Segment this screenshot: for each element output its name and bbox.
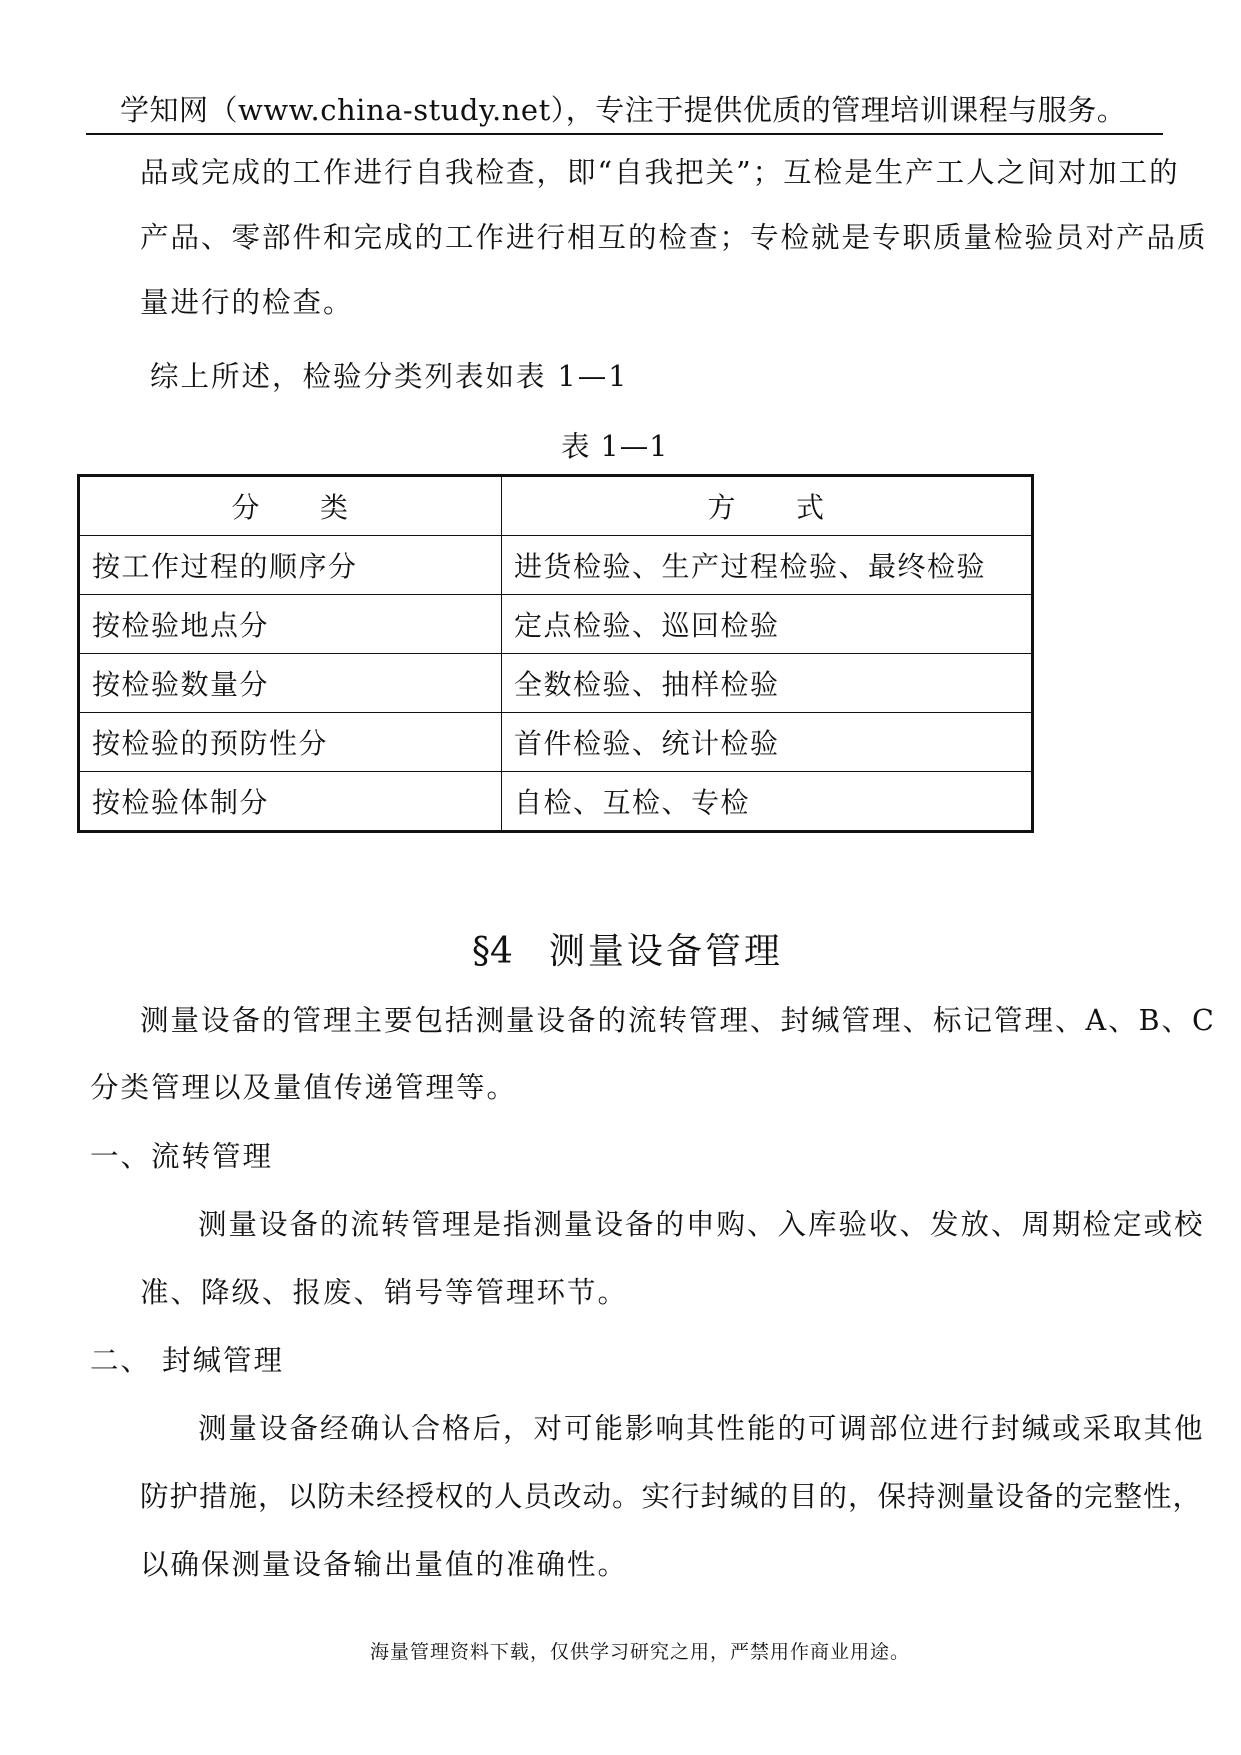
table-header-row bbox=[79, 476, 1033, 536]
table-row bbox=[79, 595, 1033, 654]
section-intro-line-2: 分类管理以及量值传递管理等。 bbox=[90, 1071, 518, 1104]
table-caption: 表 1—1 bbox=[561, 430, 669, 463]
summary-line: 综上所述，检验分类列表如表 1—1 bbox=[150, 360, 629, 393]
sub2-line-3: 以确保测量设备输出量值的准确性。 bbox=[140, 1548, 629, 1581]
table-row bbox=[79, 536, 1033, 595]
intro-line-3: 量进行的检查。 bbox=[140, 286, 354, 319]
sub2-line-1: 测量设备经确认合格后，对可能影响其性能的可调部位进行封缄或采取其他 bbox=[198, 1412, 1205, 1445]
table-row bbox=[79, 713, 1033, 772]
section-intro-line-1: 测量设备的管理主要包括测量设备的流转管理、封缄管理、标记管理、A、B、C bbox=[140, 1004, 1216, 1037]
page-footer: 海量管理资料下载，仅供学习研究之用，严禁用作商业用途。 bbox=[370, 1641, 911, 1663]
sub1-line-2: 准、降级、报废、销号等管理环节。 bbox=[140, 1276, 629, 1309]
table-header-category: 分 类 bbox=[79, 476, 502, 536]
header-divider bbox=[86, 133, 1163, 135]
section-number: §4 bbox=[472, 931, 513, 972]
table-row bbox=[79, 772, 1033, 832]
table-cell-category: 按检验的预防性分 bbox=[79, 713, 502, 772]
section-title-text: 测量设备管理 bbox=[548, 931, 783, 972]
table-header-method: 方 式 bbox=[502, 476, 1033, 536]
table-cell-category: 按检验地点分 bbox=[79, 595, 502, 654]
table-cell-category: 按检验数量分 bbox=[79, 654, 502, 713]
subsection-heading-2: 二、 封缄管理 bbox=[90, 1344, 285, 1377]
section-title bbox=[472, 923, 783, 974]
table-cell-method: 首件检验、统计检验 bbox=[502, 713, 1033, 772]
sub1-line-1: 测量设备的流转管理是指测量设备的申购、入库验收、发放、周期检定或校 bbox=[198, 1208, 1205, 1241]
table-cell-method: 定点检验、巡回检验 bbox=[502, 595, 1033, 654]
classification-table bbox=[77, 474, 1034, 833]
page-header: 学知网（www.china-study.net），专注于提供优质的管理培训课程与服务。 bbox=[120, 93, 1127, 127]
table-row bbox=[79, 654, 1033, 713]
table-cell-method: 自检、互检、专检 bbox=[502, 772, 1033, 832]
table-cell-method: 全数检验、抽样检验 bbox=[502, 654, 1033, 713]
intro-line-1: 品或完成的工作进行自我检查，即“自我把关”；互检是生产工人之间对加工的 bbox=[140, 156, 1180, 189]
intro-line-2: 产品、零部件和完成的工作进行相互的检查；专检就是专职质量检验员对产品质 bbox=[140, 221, 1208, 254]
subsection-heading-1: 一、流转管理 bbox=[90, 1140, 274, 1173]
table-cell-category: 按检验体制分 bbox=[79, 772, 502, 832]
table-cell-method: 进货检验、生产过程检验、最终检验 bbox=[502, 536, 1033, 595]
sub2-line-2: 防护措施，以防未经授权的人员改动。实行封缄的目的，保持测量设备的完整性， bbox=[140, 1480, 1203, 1513]
table-cell-category: 按工作过程的顺序分 bbox=[79, 536, 502, 595]
